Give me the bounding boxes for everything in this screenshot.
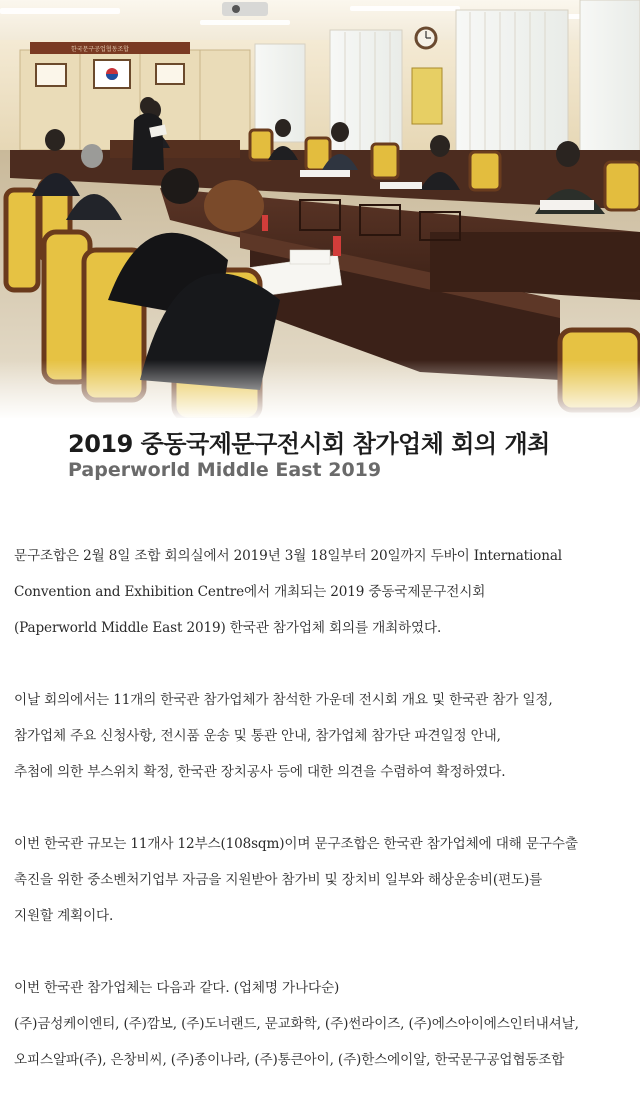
paragraph <box>14 682 632 790</box>
text-line: 촉진을 위한 중소벤처기업부 자금을 지원받아 참가비 및 장치비 일부와 해상운송비(편도)를 <box>14 872 543 888</box>
projector-icon <box>222 2 268 16</box>
paragraph <box>14 970 632 1078</box>
window <box>580 0 640 175</box>
text-line: 참가업체 주요 신청사항, 전시품 운송 및 통관 안내, 참가업체 참가단 파견일정 안내, <box>14 728 501 744</box>
bottle <box>333 236 341 256</box>
bottle <box>262 215 268 231</box>
article-title: 2019 중동국제문구전시회 참가업체 회의 개최 <box>68 430 550 458</box>
article-body <box>14 538 632 1114</box>
text-line: 지원할 계획이다. <box>14 908 114 924</box>
wall-frame-left <box>36 64 66 86</box>
meeting-photo <box>0 0 640 418</box>
text-line: 이번 한국관 규모는 11개사 12부스(108sqm)이며 문구조합은 한국관 참가업체에 대해 문구수출 <box>14 836 578 852</box>
text-line: 이날 회의에서는 11개의 한국관 참가업체가 참석한 가운데 전시회 개요 및 한국관 참가 일정, <box>14 692 553 708</box>
text-line: 오피스알파(주), 은창비씨, (주)종이나라, (주)통큰아이, (주)한스에이알, 한국문구공업협동조합 <box>14 1052 565 1068</box>
text-line: Convention and Exhibition Centre에서 개최되는 2019 중동국제문구전시회 <box>14 584 486 600</box>
banner-text: 한국문구공업협동조합 <box>71 46 129 53</box>
window <box>456 10 568 170</box>
text-line: 이번 한국관 참가업체는 다음과 같다. (업체명 가나다순) <box>14 980 340 996</box>
text-line: (주)금성케이엔티, (주)깜보, (주)도너랜드, 문교화학, (주)썬라이즈, (주)에스아이에스인터내셔날, <box>14 1016 579 1032</box>
paragraph <box>14 826 632 934</box>
text-line: (Paperworld Middle East 2019) 한국관 참가업체 회의를 개최하였다. <box>14 620 442 636</box>
paragraph <box>14 538 632 646</box>
poster <box>412 68 442 124</box>
presenter <box>132 113 164 170</box>
text-line: 문구조합은 2월 8일 조합 회의실에서 2019년 3월 18일부터 20일까지 두바이 International <box>14 548 562 564</box>
wall-frame-right <box>156 64 184 84</box>
article-subtitle: Paperworld Middle East 2019 <box>68 459 382 481</box>
text-line: 추첨에 의한 부스위치 확정, 한국관 장치공사 등에 대한 의견을 수렴하여 확정하였다. <box>14 764 506 780</box>
